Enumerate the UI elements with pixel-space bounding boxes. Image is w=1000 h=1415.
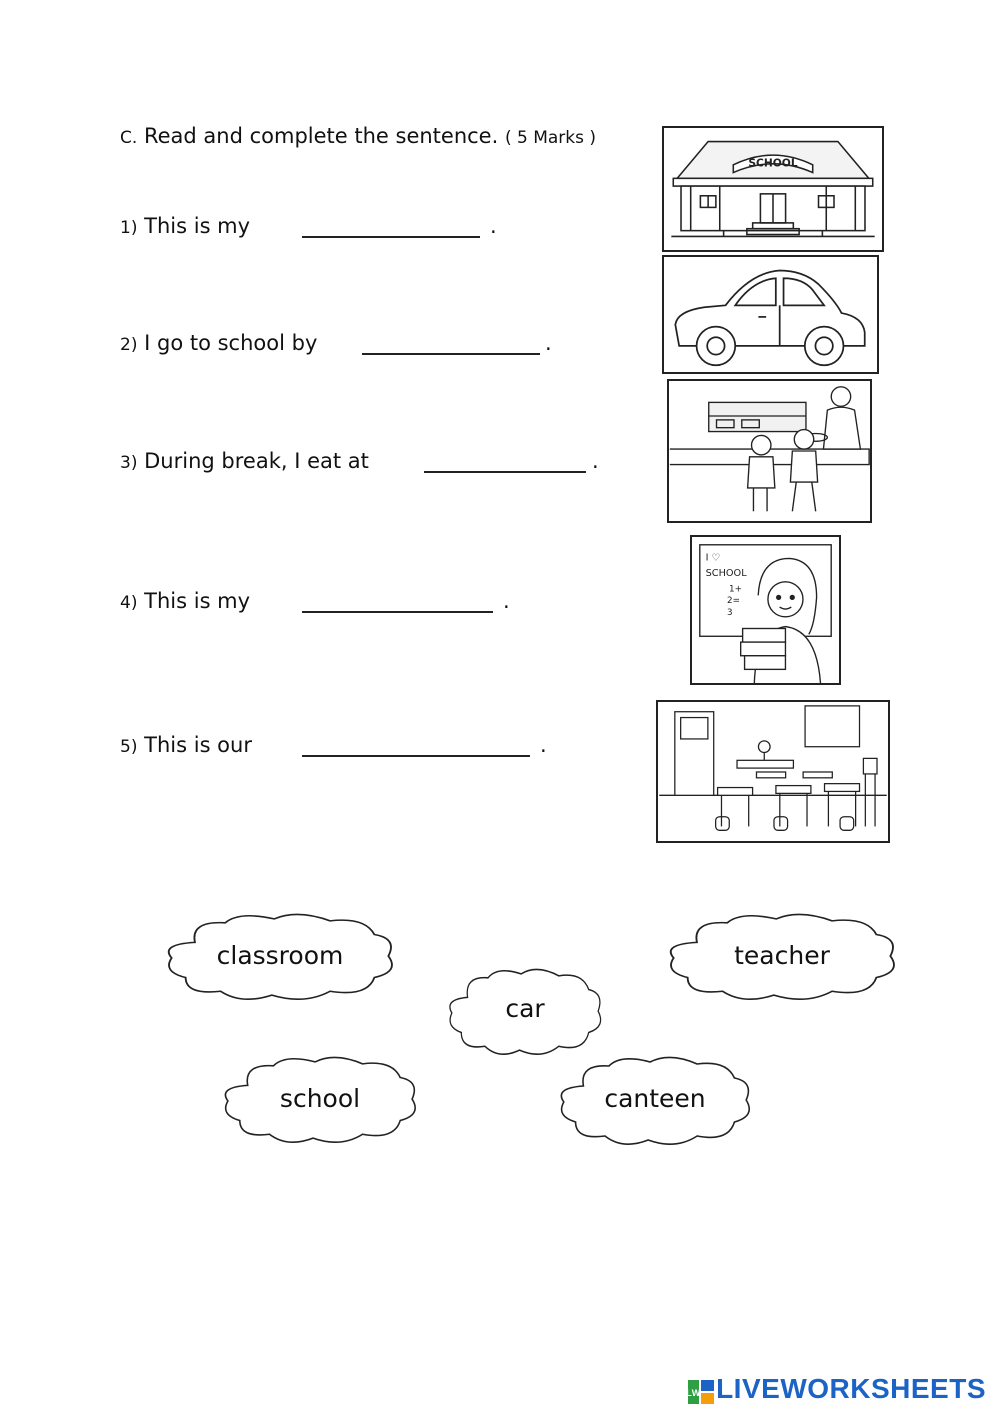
board-text: SCHOOL (705, 567, 747, 579)
sentence-end: . (545, 331, 552, 355)
answer-blank-3[interactable] (424, 471, 586, 473)
board-text: 1+ (729, 584, 742, 595)
word-cloud-canteen[interactable] (554, 1058, 756, 1146)
sentence-text: I go to school by (144, 331, 318, 355)
sentence-end: . (592, 449, 599, 473)
word-label: canteen (604, 1084, 706, 1113)
car-picture (662, 255, 879, 374)
liveworksheets-badge-icon (688, 1379, 714, 1403)
answer-blank-5[interactable] (302, 755, 530, 757)
sentence-end: . (490, 214, 497, 238)
exercise-label: C. (120, 128, 138, 148)
sentence-end: . (540, 733, 547, 757)
sentence-end: . (503, 589, 510, 613)
board-text: 3 (727, 607, 733, 618)
board-text: 2= (727, 596, 740, 607)
sentence-number: 1) (120, 218, 138, 238)
exercise-instruction: Read and complete the sentence. (143, 124, 499, 148)
sentence-text: This is my (144, 214, 251, 238)
sentence-text: During break, I eat at (144, 449, 369, 473)
answer-blank-2[interactable] (362, 353, 540, 355)
sentence-text: This is my (144, 589, 251, 613)
word-cloud-school[interactable] (218, 1058, 422, 1144)
word-label: school (279, 1084, 361, 1113)
answer-blank-4[interactable] (302, 611, 493, 613)
exercise-marks: ( 5 Marks ) (504, 128, 597, 148)
word-label: teacher (734, 941, 830, 970)
sentence-number: 2) (120, 335, 138, 355)
school-sign-text: SCHOOL (748, 156, 798, 170)
sentence-number: 3) (120, 453, 138, 473)
word-cloud-classroom[interactable] (160, 915, 400, 1001)
sentence-number: 4) (120, 593, 138, 613)
brand-name: LIVEWORKSHEETS (716, 1373, 986, 1404)
sentence-4 (120, 589, 250, 613)
liveworksheets-logo[interactable] (688, 1373, 986, 1405)
teacher-picture (690, 535, 841, 685)
sentence-3 (120, 449, 369, 473)
sentence-text: This is our (144, 733, 252, 757)
word-label: car (505, 994, 545, 1023)
canteen-picture (667, 379, 872, 523)
exercise-title (120, 124, 596, 148)
board-text: I ♡ (705, 552, 721, 564)
sentence-2 (120, 331, 317, 355)
word-label: classroom (216, 941, 344, 970)
word-cloud-teacher[interactable] (662, 915, 902, 1001)
school-picture (662, 126, 884, 252)
sentence-1 (120, 214, 250, 238)
answer-blank-1[interactable] (302, 236, 480, 238)
classroom-picture (656, 700, 890, 843)
sentence-number: 5) (120, 737, 138, 757)
badge-letters: LW (686, 1387, 701, 1398)
word-cloud-car[interactable] (444, 970, 606, 1056)
sentence-5 (120, 733, 252, 757)
